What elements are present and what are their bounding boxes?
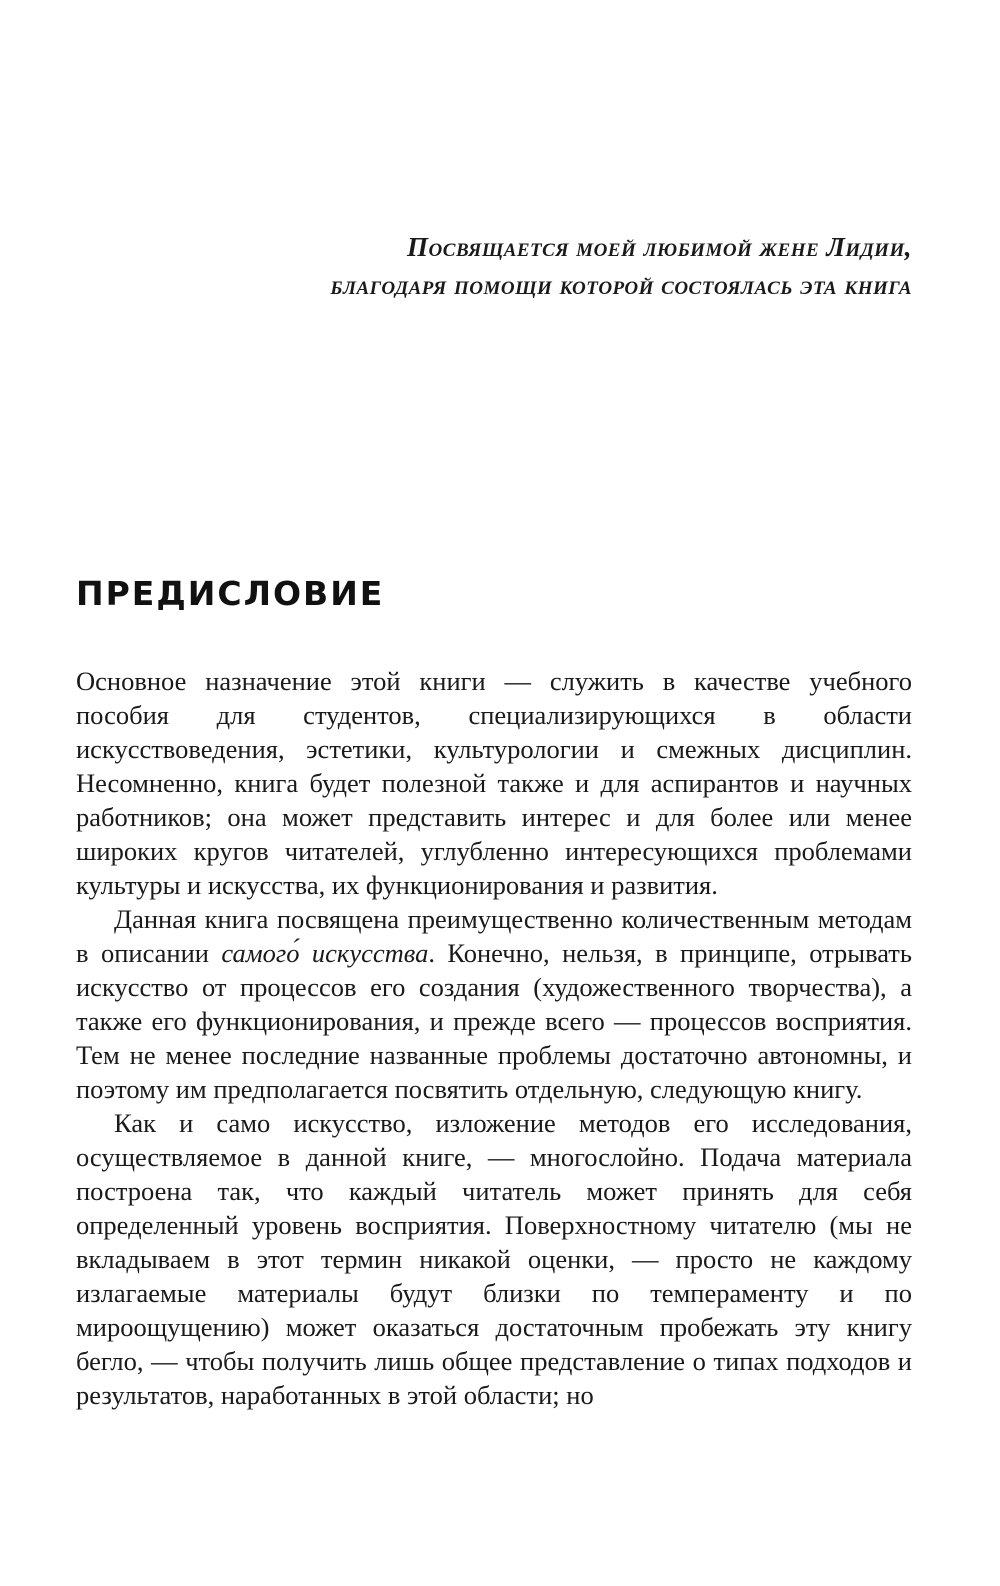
paragraph-3: Как и само искусство, изложение методов его исследования, осуществляемое в данной книге, — многослойно. Подача материала построена так, что каждый читатель может принять для себя определенный уровень восприятия. Поверхностному читателю (мы не вкладываем в этот термин никакой оценки, — просто не каждому излагаемые материалы будут близки по темпераменту и по мироощущению) может оказаться достаточным пробежать эту книгу бегло, — чтобы получить лишь общее представление о типах подходов и результатов, наработанных в этой области; но [76, 1108, 912, 1410]
dedication-line-2: благодаря помощи которой состоялась эта книга [330, 270, 912, 300]
paragraph-2-start: Данная книга посвящена преимущественно количественным методам в описании [76, 904, 912, 968]
dedication [232, 228, 912, 304]
section-heading: ПРЕДИСЛОВИЕ [76, 574, 385, 613]
paragraph-1: Основное назначение этой книги — служить в качестве учебного пособия для студентов, специализирующихся в области искусствоведения, эстетики, культурологии и смежных дисциплин. Несомненно, книга будет полезной также и для аспирантов и научных работников; она может представить интерес и для более или менее широких кругов читателей, углубленно интересующихся проблемами культуры и искусства, их функционирования и развития. [76, 666, 912, 900]
paragraph-2 [76, 902, 912, 1106]
dedication-line-1: Посвящается моей любимой жене Лидии, [407, 232, 912, 262]
paragraph-2-emphasis: самого́ искусства [221, 938, 429, 968]
preface-text [76, 664, 912, 1412]
paragraph-2-end: . Конечно, нельзя, в принципе, отрывать искусство от процессов его создания (художественного творчества), а также его функционирования, и прежде всего — процессов восприятия. Тем не менее последние названные проблемы достаточно автономны, и поэтому им предполагается посвятить отдельную, следующую книгу. [76, 938, 912, 1104]
